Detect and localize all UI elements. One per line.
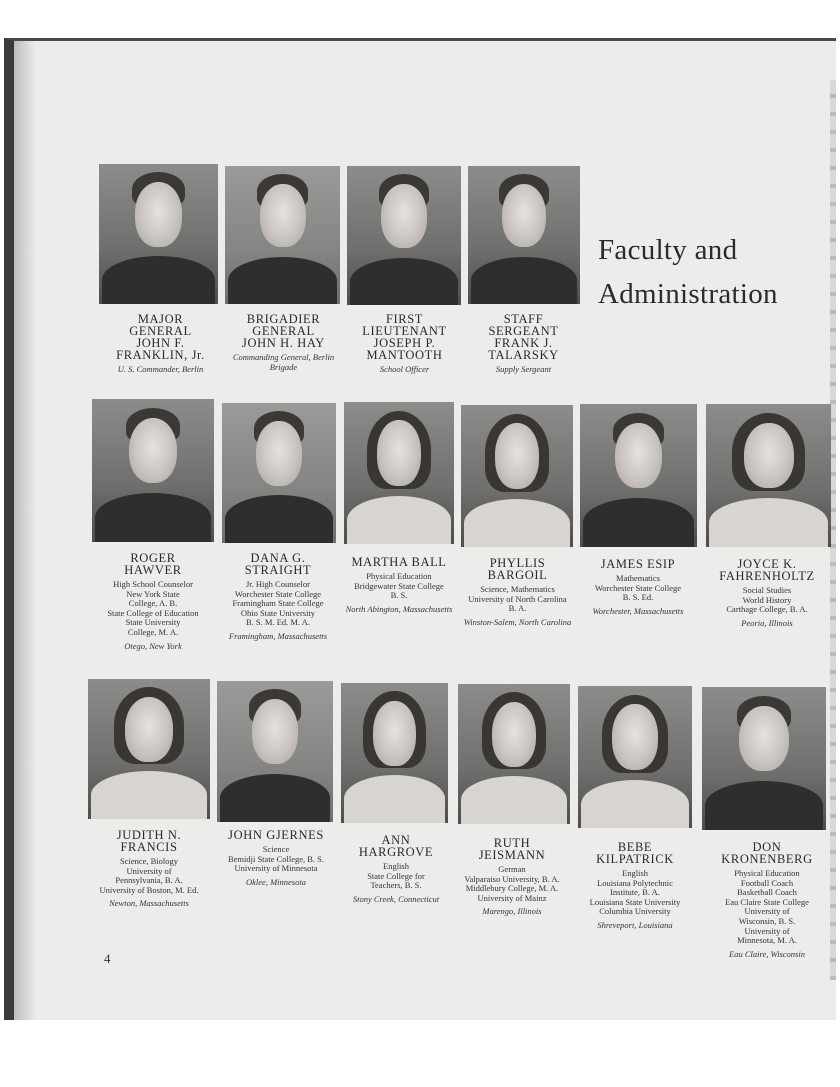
- faculty-name: HARGROVE: [358, 845, 434, 859]
- faculty-credential: Columbia University: [599, 906, 671, 917]
- portrait-shoulders: [95, 493, 211, 542]
- faculty-hometown: Peoria, Illinois: [741, 617, 793, 628]
- portrait-face: [373, 701, 416, 765]
- portrait-photo: [702, 687, 826, 830]
- faculty-credential: New York State: [126, 588, 180, 599]
- portrait-shoulders: [344, 775, 446, 823]
- portrait-face: [125, 697, 174, 761]
- portrait-shoulders: [461, 776, 567, 824]
- portrait-photo: [222, 403, 336, 543]
- faculty-name: KILPATRICK: [596, 852, 674, 866]
- page-title: [598, 228, 778, 316]
- portrait-face: [502, 184, 547, 247]
- faculty-credential: B. S.: [390, 590, 408, 601]
- faculty-name: FRANK J.: [494, 336, 553, 350]
- faculty-credential: University of: [126, 865, 172, 876]
- portrait-face: [492, 702, 537, 766]
- faculty-credential: University of: [744, 925, 790, 936]
- faculty-credential: B. S. M. Ed. M. A.: [246, 617, 310, 628]
- faculty-name: JUDITH N.: [116, 828, 182, 842]
- faculty-credential: Louisiana Polytechnic: [597, 877, 673, 888]
- faculty-hometown: Worchester, Massachusetts: [592, 605, 684, 616]
- portrait-shoulders: [464, 499, 570, 547]
- portrait-photo: [458, 684, 570, 824]
- faculty-hometown: Oklee, Minnesota: [246, 876, 306, 887]
- faculty-name: JOYCE K.: [737, 557, 797, 571]
- faculty-credential: B. S. Ed.: [622, 592, 654, 603]
- portrait-photo: [341, 683, 448, 823]
- portrait-shoulders: [225, 495, 333, 543]
- faculty-credential: Bemidji State College, B. S.: [227, 853, 325, 864]
- portrait-shoulders: [581, 780, 689, 828]
- faculty-credential: College, M. A.: [127, 627, 179, 637]
- title-line-2: Administration: [598, 278, 778, 310]
- portrait-shoulders: [705, 781, 823, 830]
- faculty-credential: Social Studies: [742, 585, 792, 595]
- portrait-photo: [461, 405, 573, 547]
- faculty-name: JOSEPH P.: [373, 336, 436, 350]
- faculty-credential: Football Coach: [740, 877, 794, 888]
- faculty-hometown: Marengo, Illinois: [482, 906, 542, 917]
- faculty-credential: University of North Carolina: [468, 593, 567, 604]
- faculty-credential: University of: [744, 906, 790, 917]
- faculty-name: GENERAL: [252, 324, 315, 338]
- portrait-shoulders: [228, 257, 337, 304]
- faculty-credential: Physical Education: [366, 571, 432, 581]
- faculty-hometown: Otego, New York: [124, 640, 182, 651]
- portrait-face: [739, 706, 789, 772]
- portrait-photo: [225, 166, 340, 304]
- faculty-credential: English: [622, 868, 648, 878]
- faculty-credential: German: [498, 864, 526, 874]
- faculty-credential: State University: [125, 617, 181, 628]
- faculty-credential: Framingham State College: [232, 598, 324, 609]
- faculty-credential: B. A.: [508, 603, 527, 614]
- portrait-shoulders: [583, 498, 694, 547]
- portrait-shoulders: [350, 258, 458, 305]
- portrait-face: [744, 423, 794, 489]
- faculty-name: RUTH: [493, 836, 531, 850]
- faculty-name: ROGER: [130, 551, 176, 565]
- faculty-credential: University of Minnesota: [234, 863, 318, 874]
- faculty-name: SERGEANT: [488, 324, 559, 338]
- faculty-name: FRANCIS: [120, 840, 178, 854]
- portrait-photo: [706, 404, 831, 547]
- faculty-name: BRIGADIER: [246, 312, 321, 326]
- portrait-shoulders: [471, 257, 577, 304]
- faculty-hometown: Newton, Massachusetts: [109, 898, 189, 909]
- faculty-name: FAHRENHOLTZ: [719, 569, 815, 583]
- faculty-name: STAFF: [503, 312, 544, 326]
- faculty-name: JOHN H. HAY: [242, 336, 325, 350]
- portrait-photo: [468, 166, 580, 304]
- faculty-credential: Louisiana State University: [589, 896, 681, 907]
- portrait-face: [252, 699, 298, 764]
- faculty-credential: Science: [262, 844, 290, 854]
- faculty-credential: Carthage College, B. A.: [726, 604, 808, 615]
- faculty-name: JEISMANN: [478, 848, 546, 862]
- faculty-hometown: U. S. Commander, Berlin: [117, 364, 204, 374]
- faculty-name: BEBE: [617, 840, 653, 854]
- faculty-name: GENERAL: [129, 324, 192, 338]
- portrait-photo: [347, 166, 461, 305]
- faculty-hometown: Framingham, Massachusetts: [228, 631, 328, 641]
- faculty-name: MARTHA BALL: [351, 555, 447, 569]
- faculty-name: HAWVER: [124, 563, 182, 577]
- faculty-credential: Physical Education: [734, 868, 800, 878]
- portrait-face: [256, 421, 302, 485]
- portrait-face: [377, 420, 421, 485]
- faculty-name: DON: [752, 840, 782, 854]
- portrait-shoulders: [709, 498, 828, 547]
- portrait-shoulders: [220, 774, 330, 822]
- portrait-shoulders: [91, 771, 207, 819]
- faculty-credential: State College of Education: [107, 607, 199, 618]
- faculty-hometown: Eau Claire, Wisconsin: [729, 948, 805, 959]
- faculty-credential: Valparaiso University, B. A.: [464, 873, 560, 884]
- faculty-hometown: Winston-Salem, North Carolina: [463, 616, 572, 627]
- faculty-credential: Science, Mathematics: [480, 584, 555, 594]
- faculty-name: FRANKLIN, Jr.: [116, 348, 205, 362]
- faculty-hometown: Stony Creek, Connecticut: [352, 893, 440, 904]
- faculty-credential: Jr. High Counselor: [246, 579, 310, 589]
- faculty-credential: Mathematics: [616, 573, 660, 583]
- portrait-face: [381, 184, 427, 248]
- faculty-name: JOHN F.: [136, 336, 185, 350]
- faculty-credential: High School Counselor: [113, 579, 193, 589]
- page-number: 4: [104, 951, 111, 966]
- faculty-name: FIRST: [385, 312, 424, 326]
- faculty-credential: University of Boston, M. Ed.: [99, 884, 199, 895]
- faculty-credential: Eau Claire State College: [725, 896, 809, 907]
- portrait-photo: [580, 404, 697, 547]
- faculty-hometown: Supply Sergeant: [495, 364, 552, 374]
- portrait-face: [495, 423, 540, 488]
- faculty-credential: Wisconsin, B. S.: [738, 916, 796, 926]
- portrait-photo: [99, 164, 218, 304]
- faculty-credential: World History: [742, 594, 792, 605]
- portrait-shoulders: [102, 256, 215, 304]
- faculty-credential: College, A. B.: [128, 598, 178, 609]
- faculty-credential: Worchester State College: [594, 582, 682, 593]
- faculty-credential: Basketball Coach: [737, 887, 797, 898]
- portrait-photo: [217, 681, 333, 822]
- faculty-credential: Pennsylvania, B. A.: [115, 875, 183, 886]
- faculty-credential: Middlebury College, M. A.: [465, 883, 559, 894]
- faculty-name: MANTOOTH: [366, 348, 443, 362]
- portrait-shoulders: [347, 496, 452, 544]
- faculty-credential: University of Mainz: [477, 892, 547, 903]
- faculty-hometown: Commanding General, Berlin Brigade: [232, 352, 335, 372]
- faculty-credential: English: [383, 861, 409, 871]
- portrait-face: [260, 184, 306, 247]
- portrait-photo: [88, 679, 210, 819]
- faculty-name: ANN: [381, 833, 411, 847]
- portrait-face: [135, 182, 183, 246]
- faculty-credential: Worchester State College: [234, 588, 322, 599]
- faculty-name: JOHN GJERNES: [228, 828, 324, 842]
- faculty-hometown: North Abington, Massachusetts: [345, 603, 453, 614]
- faculty-name: BARGOIL: [487, 568, 548, 582]
- faculty-credential: Bridgewater State College: [354, 580, 444, 591]
- portrait-photo: [344, 402, 454, 544]
- faculty-name: JAMES ESIP: [600, 557, 676, 571]
- portrait-photo: [92, 399, 214, 542]
- portrait-photo: [578, 686, 692, 828]
- faculty-credential: Institute, B. A.: [610, 887, 660, 898]
- faculty-credential: Teachers, B. S.: [370, 880, 422, 891]
- faculty-credential: Minnesota, M. A.: [737, 935, 797, 946]
- faculty-name: MAJOR: [137, 312, 184, 326]
- faculty-credential: Ohio State University: [240, 607, 316, 618]
- faculty-name: DANA G.: [250, 551, 306, 565]
- faculty-name: STRAIGHT: [244, 563, 312, 577]
- faculty-name: PHYLLIS: [489, 556, 546, 570]
- faculty-hometown: School Officer: [379, 364, 430, 374]
- portrait-face: [615, 423, 662, 489]
- portrait-face: [612, 704, 658, 769]
- faculty-credential: State College for: [367, 870, 425, 881]
- faculty-credential: Science, Biology: [119, 856, 179, 866]
- faculty-hometown: Shreveport, Louisiana: [597, 920, 673, 930]
- portrait-face: [129, 418, 178, 484]
- faculty-name: TALARSKY: [488, 348, 559, 362]
- spine-shadow: [14, 41, 36, 1020]
- faculty-name: LIEUTENANT: [362, 324, 447, 338]
- faculty-name: KRONENBERG: [721, 852, 813, 866]
- title-line-1: Faculty and: [598, 234, 738, 266]
